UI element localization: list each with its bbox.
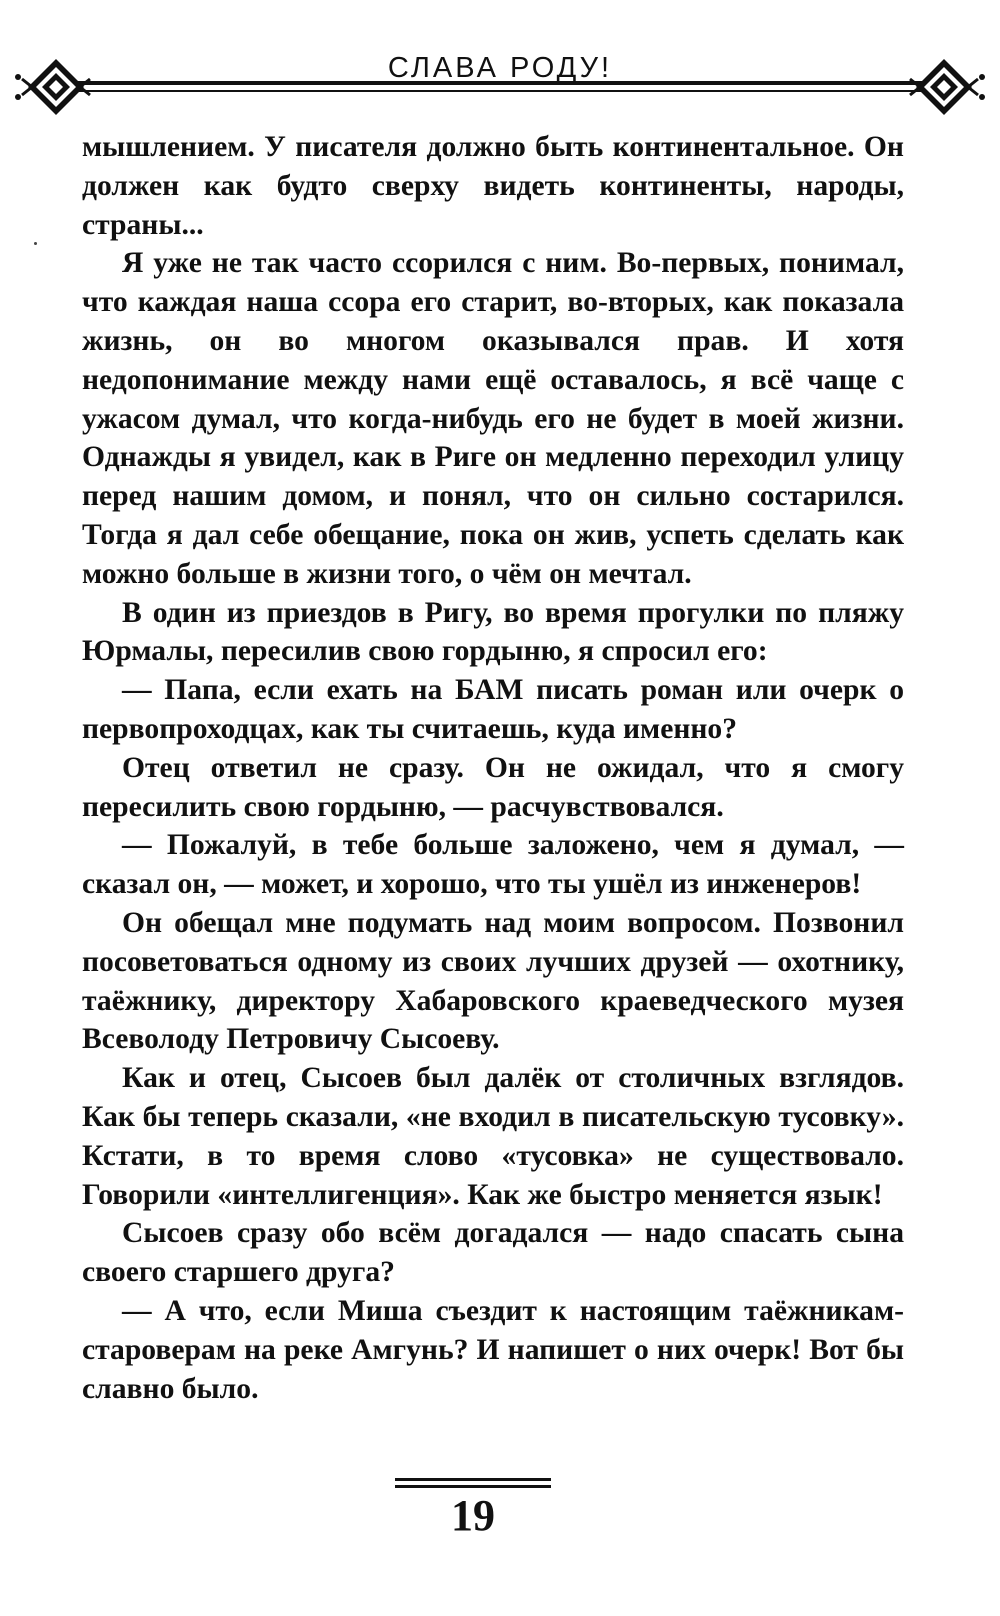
paragraph-2: Я уже не так часто ссорился с ним. Во-первых, понимал, что каждая наша ссора его старит, во-вторых, как показала жизнь, он во многом оказывался прав. И хотя недопонимание между нами ещё оставалось, я всё чаще с ужасом думал, что когда-нибудь его не будет в моей жизни. Однажды я увидел, как в Риге он медленно переходил улицу перед нашим домом, и понял, что он сильно состарился. Тогда я дал себе обещание, пока он жив, успеть сделать как можно больше в жизни того, о чём он мечтал. [82, 247, 904, 590]
page-number: 19 [451, 1491, 495, 1540]
paragraph-10: — А что, если Миша съездит к настоящим таёжникам-староверам на реке Амгунь? И напишет о них очерк! Вот бы славно было. [82, 1294, 904, 1405]
paragraph-8: Как и отец, Сысоев был далёк от столичных взглядов. Как бы теперь сказали, «не входил в писательскую тусовку». Кстати, в то время слово «тусовка» не существовало. Говорили «интеллигенция». Как же быстро меняется язык! [82, 1062, 904, 1211]
paragraph-3: В один из приездов в Ригу, во время прогулки по пляжу Юрмалы, пересилив свою гордыню, я спросил его: [82, 596, 904, 668]
paragraph-4: — Папа, если ехать на БАМ писать роман или очерк о первопроходцах, как ты считаешь, куда именно? [82, 674, 904, 745]
body-text [82, 128, 904, 1408]
paragraph-6: — Пожалуй, в тебе больше заложено, чем я думал, — сказал он, — может, и хорошо, что ты ушёл из инженеров! [82, 829, 904, 901]
paragraph-7: Он обещал мне подумать над моим вопросом. Позвонил посоветоваться одному из своих лучших друзей — охотнику, таёжнику, директору Хабаровского краеведческого музея Всеволоду Петровичу Сысоеву. [82, 906, 904, 1056]
paragraph-9: Сысоев сразу обо всём догадался — надо спасать сына своего старшего друга? [82, 1217, 904, 1289]
paragraph-1: мышлением. У писателя должно быть континентальное. Он должен как будто сверху видеть континенты, народы, страны... [82, 131, 904, 241]
running-title: СЛАВА РОДУ! [387, 52, 613, 84]
paragraph-5: Отец ответил не сразу. Он не ожидал, что я смогу пересилить свою гордыню, — расчувствовался. [82, 751, 904, 823]
margin-mark [34, 242, 37, 245]
